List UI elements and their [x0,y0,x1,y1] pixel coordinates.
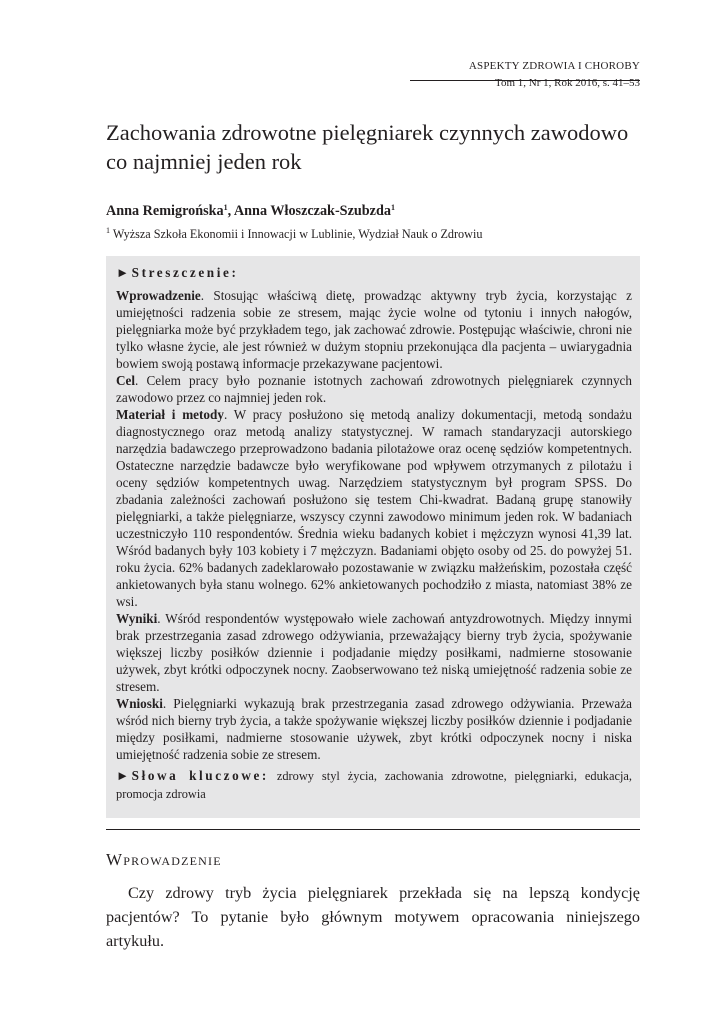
abstract-section-results [116,610,632,695]
keywords-text: zdrowy styl życia, zachowania zdrowotne, pielęgniarki, edukacja, promocja zdrowia [116,769,633,801]
abstract-divider [106,829,640,830]
intro-paragraph: Czy zdrowy tryb życia pielęgniarek przekłada się na lepszą kondycję pacjentów? To pytanie było głównym motywem opracowania niniejszego artykułu. [106,884,640,950]
abstract-section-aim [116,372,632,406]
abstract-box [106,256,640,818]
section-text: . W pracy posłużono się metodą analizy dokumentacji, metodą sondażu diagnostycznego oraz metodą analizy statystycznej. W ramach standaryzacji autorskiego narzędzia badawczego przeprowadzono badania pilotażowe oraz ocenę sędziów kompetentnych. Ostateczne narzędzie badawcze było weryfikowane pod wpływem otrzymanych z pilotażu i oceny sędziów kompetentnych uwag. Narzędziem statystycznym był program SPSS. Do zbadania zależności zachowań posłużono się testem Chi-kwadrat. Badaną grupę stanowiły pielęgniarki, a także pielęgniarze, wszyscy czynni zawodowo minimum jeden rok. W badaniach uczestniczyło 110 respondentów. Średnia wieku badanych kobiet i mężczyzn wynosi 41,39 lat. Wśród badanych były 103 kobiety i 7 mężczyzn. Badaniami objęto osoby od 25. do powyżej 51. roku życia. 62% badanych zadeklarowało pozostawanie w związku małżeńskim, pozostała część ankietowanych była stanu wolnego. 62% ankietowanych pochodziło z miasta, natomiast 38% ze wsi. [116,407,632,609]
author-separator: , [227,203,234,219]
header-divider [410,80,640,81]
section-label: Materiał i metody [116,407,224,422]
keywords [116,767,632,803]
keywords-label: ►Słowa kluczowe: [116,768,269,783]
author-name: Anna Remigrońska [106,203,224,219]
section-text: . Stosując właściwą dietę, prowadząc aktywny tryb życia, korzystając z umiejętności radzenia sobie ze stresem, mając życie wolne od tytoniu i innych nałogów, pielęgniarka może być przykładem tego, jak zachować zdrowie. Postępując właściwie, chroni nie tylko własne życie, ale jest również w dużym stopniu przekonująca dla pacjenta – uwiarygadnia bowiem swoją postawą informacje przekazywane pacjentowi. [116,288,632,371]
journal-name: ASPEKTY ZDROWIA I CHOROBY [468,60,640,72]
affiliation-text: Wyższa Szkoła Ekonomii i Innowacji w Lublinie, Wydział Nauk o Zdrowiu [110,227,483,241]
section-label: Wyniki [116,611,158,626]
section-text: . Celem pracy było poznanie istotnych zachowań zdrowotnych pielęgniarek czynnych zawodowo przez co najmniej jeden rok. [116,373,632,405]
article-title: Zachowania zdrowotne pielęgniarek czynnych zawodowo co najmniej jeden rok [106,120,629,174]
section-heading-introduction: Wprowadzenie [106,850,222,869]
journal-header [469,58,640,92]
affiliation [106,226,482,242]
section-label: Wprowadzenie [116,288,201,303]
affiliation-marker: 1 [106,226,110,235]
journal-issue: Tom 1, Nr 1, Rok 2016, s. 41–53 [495,77,640,89]
abstract-section-conclusions [116,695,632,763]
section-label: Wnioski [116,696,163,711]
section-label: Cel [116,373,136,388]
affiliation-marker: 1 [390,203,395,212]
section-text: . Pielęgniarki wykazują brak przestrzegania zasad zdrowego odżywiania. Przeważa wśród nich bierny tryb życia, a także spożywanie większej liczby posiłków dziennie i podjadanie między posiłkami, nadmierne stosowanie używek, zbyt krótki odpoczynek nocny i niska umiejętność radzenia sobie ze stresem. [116,696,632,762]
section-text: . Wśród respondentów występowało wiele zachowań antyzdrowotnych. Między innymi brak przestrzegania zasad zdrowego odżywiania, przeważający bierny tryb życia, spożywanie większej liczby posiłków dziennie i podjadanie między posiłkami, nadmierne stosowanie używek, zbyt krótki odpoczynek nocny. Zaobserwowano też niską umiejętność radzenia sobie ze stresem. [116,611,632,694]
authors-line [106,203,395,220]
abstract-heading: ►Streszczenie: [116,265,239,280]
author-name: Anna Włoszczak-Szubzda [233,203,391,219]
affiliation-marker: 1 [223,203,228,212]
abstract-section-introduction [116,287,632,372]
abstract-section-methods [116,406,632,610]
